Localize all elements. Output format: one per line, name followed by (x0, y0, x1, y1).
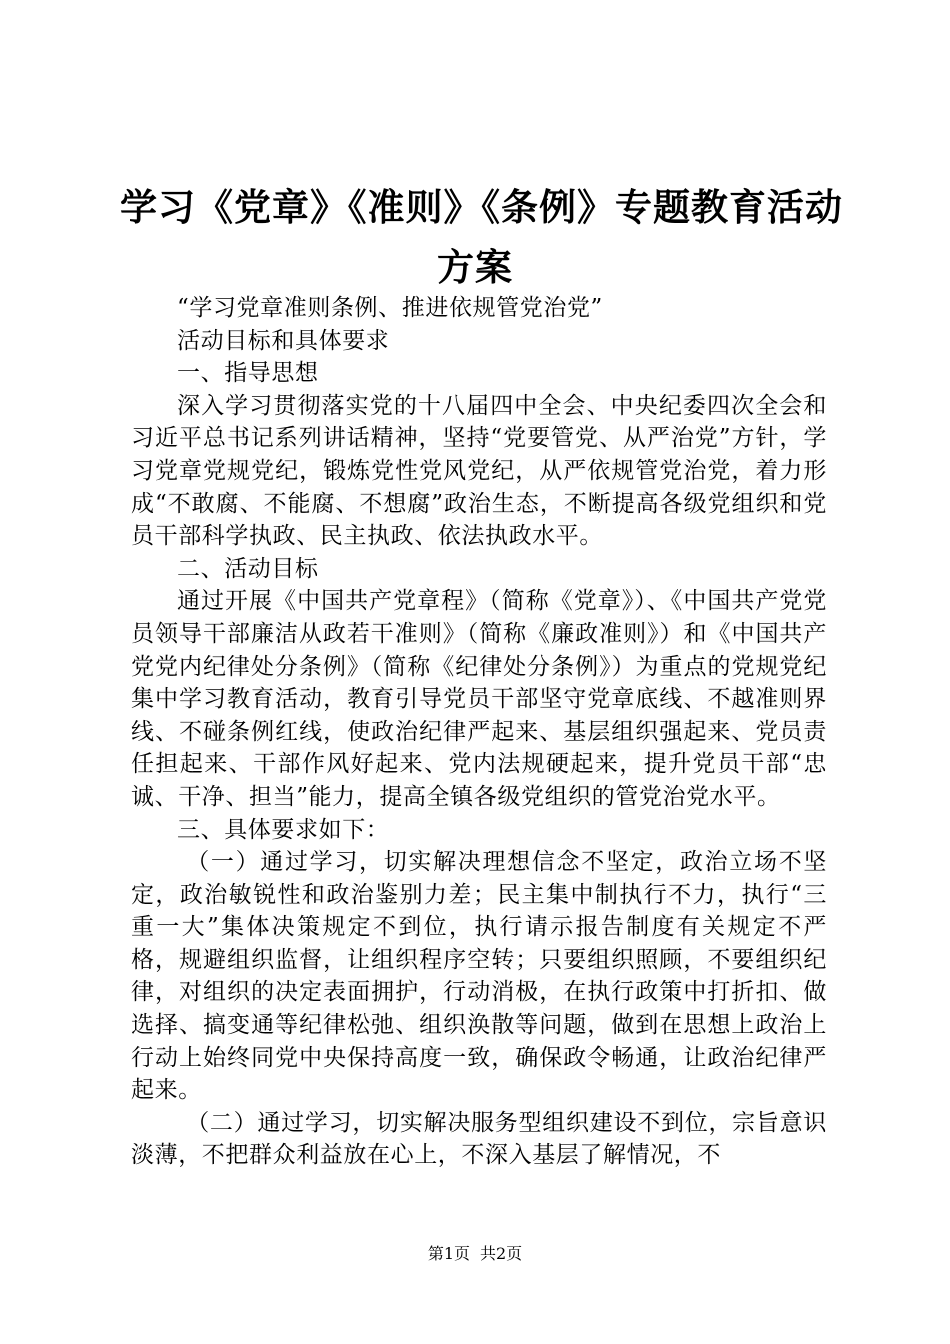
section-heading-goals-requirements: 活动目标和具体要求 (177, 327, 390, 354)
page-total: 共2页 (480, 1244, 523, 1263)
document-title-line2: 方案 (437, 246, 513, 289)
paragraph-activity-goals: 通过开展《中国共产党章程》（简称《党章》）、《中国共产党党员领导干部廉洁从政若干准则》（简称《廉政准则》）和《中国共产党党内纪律处分条例》（简称《纪律处分条例》）为重点的党规党纪集中学习教育活动，教育引导党员干部坚守党章底线、不越准则界线、不碰条例红线，使政治纪律严起来、基层组织强起来、党员责任担起来、干部作风好起来、党内法规硬起来，提升党员干部“忠诚、干净、担当”能力，提高全镇各级党组织的管党治党水平。 (131, 588, 827, 810)
section-heading-guiding-thought: 一、指导思想 (177, 360, 319, 387)
section-heading-requirements: 三、具体要求如下： (177, 816, 390, 843)
document-body (131, 292, 827, 1172)
paragraph-guiding-thought: 深入学习贯彻落实党的十八届四中全会、中央纪委四次全会和习近平总书记系列讲话精神，坚持“党要管党、从严治党”方针，学习党章党规党纪，锻炼党性党风党纪，从严依规管党治党，着力形成“不敢腐、不能腐、不想腐”政治生态，不断提高各级党组织和党员干部科学执政、民主执政、依法执政水平。 (131, 392, 827, 550)
section-heading-activity-goals: 二、活动目标 (177, 555, 319, 582)
paragraph-requirement-1: （一）通过学习，切实解决理想信念不坚定，政治立场不坚定，政治敏锐性和政治鉴别力差；民主集中制执行不力，执行“三重一大”集体决策规定不到位，执行请示报告制度有关规定不严格，规避组织监督，让组织程序空转；只要组织照顾，不要组织纪律，对组织的决定表面拥护，行动消极，在执行政策中打折扣、做选择、搞变通等纪律松弛、组织涣散等问题，做到在思想上政治上行动上始终同党中央保持高度一致，确保政令畅通，让政治纪律严起来。 (131, 849, 827, 1104)
paragraph-requirement-2: （二）通过学习，切实解决服务型组织建设不到位，宗旨意识淡薄，不把群众利益放在心上，不深入基层了解情况，不 (131, 1109, 827, 1169)
document-title-line1: 学习《党章》《准则》《条例》专题教育活动 (120, 186, 843, 229)
page-footer (0, 1244, 950, 1264)
page-number: 第1页 (427, 1244, 470, 1263)
slogan: “学习党章准则条例、推进依规管党治党” (177, 295, 603, 321)
